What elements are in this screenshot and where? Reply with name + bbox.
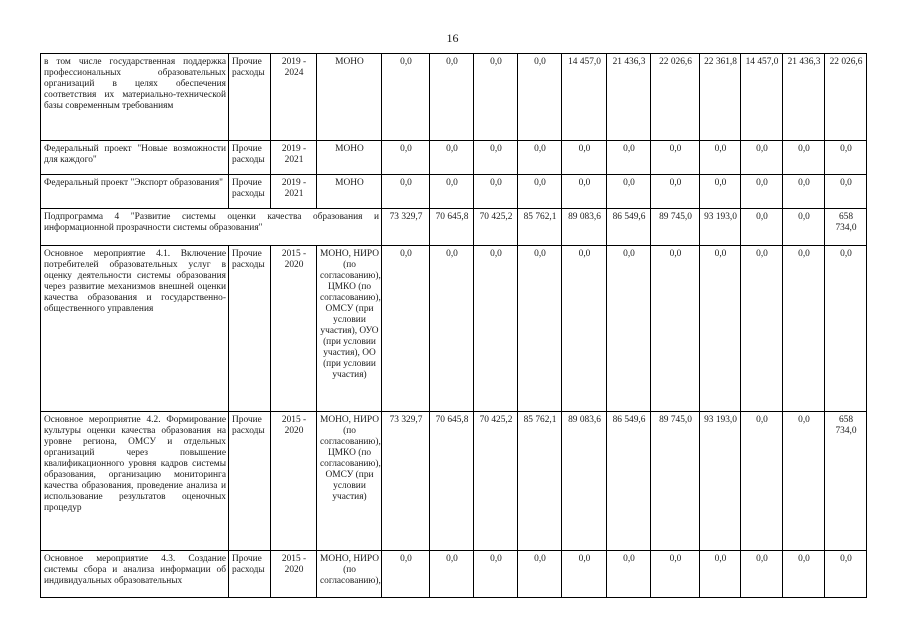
row-expense: Прочие расходы [229, 175, 271, 209]
value-cell: 0,0 [825, 551, 867, 598]
row-expense: Прочие расходы [229, 54, 271, 141]
value-cell: 0,0 [607, 141, 651, 175]
row-executor: МОНО [317, 175, 382, 209]
row-name: в том числе государственная поддержка профессиональных образовательных организаций в целях обеспечения соответствия их материально-технической базы современным требованиям [41, 54, 229, 141]
row-executor: МОНО, НИРО (по согласованию), [317, 551, 382, 598]
value-cell: 0,0 [825, 246, 867, 412]
value-cell: 89 083,6 [562, 209, 607, 246]
value-cell: 0,0 [741, 412, 783, 551]
row-expense: Прочие расходы [229, 246, 271, 412]
table-row [41, 551, 867, 598]
value-cell: 0,0 [783, 412, 825, 551]
row-name: Федеральный проект "Экспорт образования" [41, 175, 229, 209]
budget-table [40, 53, 867, 598]
subprogram-row [41, 209, 867, 246]
page-number: 16 [446, 31, 459, 45]
row-name: Основное мероприятие 4.3. Создание системы сбора и анализа информации об индивидуальных образовательных [41, 551, 229, 598]
value-cell: 0,0 [518, 141, 562, 175]
value-cell: 0,0 [651, 551, 700, 598]
row-name: Основное мероприятие 4.1. Включение потребителей образовательных услуг в оценку деятельности системы образования через развитие механизмов внешней оценки качества образования и государственно-общественного управления [41, 246, 229, 412]
value-cell: 0,0 [430, 141, 474, 175]
value-cell: 0,0 [651, 141, 700, 175]
value-cell: 0,0 [741, 551, 783, 598]
value-cell: 70 425,2 [474, 412, 518, 551]
value-cell: 0,0 [474, 246, 518, 412]
value-cell: 0,0 [518, 551, 562, 598]
row-years: 2015 - 2020 [271, 412, 317, 551]
value-cell: 0,0 [741, 209, 783, 246]
value-cell: 0,0 [783, 246, 825, 412]
value-cell: 70 425,2 [474, 209, 518, 246]
row-years: 2019 - 2021 [271, 141, 317, 175]
value-cell: 86 549,6 [607, 412, 651, 551]
value-cell: 0,0 [607, 246, 651, 412]
value-cell: 22 026,6 [825, 54, 867, 141]
value-cell: 0,0 [651, 246, 700, 412]
value-cell: 0,0 [741, 175, 783, 209]
row-name: Основное мероприятие 4.2. Формирование культуры оценки качества образования на уровне региона, ОМСУ и отдельных организаций через повышение квалификационного уровня кадров системы образования, организацию мониторинга качества образования, проведение анализа и использование результатов оценочных процедур [41, 412, 229, 551]
value-cell: 89 083,6 [562, 412, 607, 551]
value-cell: 0,0 [430, 175, 474, 209]
row-years: 2015 - 2020 [271, 246, 317, 412]
value-cell: 0,0 [783, 141, 825, 175]
row-executor: МОНО, НИРО (по согласованию), ЦМКО (по согласованию), ОМСУ (при условии участия) [317, 412, 382, 551]
value-cell: 0,0 [607, 551, 651, 598]
value-cell: 0,0 [783, 209, 825, 246]
value-cell: 0,0 [518, 175, 562, 209]
value-cell: 0,0 [825, 175, 867, 209]
value-cell: 0,0 [783, 551, 825, 598]
value-cell: 85 762,1 [518, 209, 562, 246]
value-cell: 0,0 [825, 141, 867, 175]
row-executor: МОНО [317, 141, 382, 175]
row-executor: МОНО [317, 54, 382, 141]
value-cell: 0,0 [700, 141, 741, 175]
value-cell: 70 645,8 [430, 412, 474, 551]
value-cell: 0,0 [382, 551, 430, 598]
table-row [41, 175, 867, 209]
value-cell: 86 549,6 [607, 209, 651, 246]
value-cell: 21 436,3 [783, 54, 825, 141]
value-cell: 0,0 [382, 141, 430, 175]
value-cell: 0,0 [518, 54, 562, 141]
value-cell: 89 745,0 [651, 209, 700, 246]
row-years: 2015 - 2020 [271, 551, 317, 598]
value-cell: 0,0 [474, 54, 518, 141]
value-cell: 0,0 [700, 175, 741, 209]
value-cell: 93 193,0 [700, 209, 741, 246]
value-cell: 0,0 [430, 551, 474, 598]
value-cell: 0,0 [783, 175, 825, 209]
value-cell: 0,0 [741, 246, 783, 412]
value-cell: 658 734,0 [825, 209, 867, 246]
table-row [41, 246, 867, 412]
value-cell: 21 436,3 [607, 54, 651, 141]
value-cell: 0,0 [430, 246, 474, 412]
value-cell: 0,0 [562, 246, 607, 412]
row-years: 2019 - 2021 [271, 175, 317, 209]
value-cell: 70 645,8 [430, 209, 474, 246]
value-cell: 0,0 [562, 551, 607, 598]
value-cell: 0,0 [741, 141, 783, 175]
row-executor: МОНО, НИРО (по согласованию), ЦМКО (по согласованию), ОМСУ (при условии участия), ОУО (при условии участия), ОО (при условии участия) [317, 246, 382, 412]
table-row [41, 141, 867, 175]
value-cell: 22 026,6 [651, 54, 700, 141]
subprogram-name: Подпрограмма 4 "Развитие системы оценки качества образования и информационной прозрачности системы образования" [41, 209, 382, 246]
value-cell: 0,0 [651, 175, 700, 209]
value-cell: 0,0 [382, 175, 430, 209]
value-cell: 0,0 [562, 141, 607, 175]
value-cell: 22 361,8 [700, 54, 741, 141]
value-cell: 93 193,0 [700, 412, 741, 551]
row-years: 2019 - 2024 [271, 54, 317, 141]
value-cell: 14 457,0 [741, 54, 783, 141]
row-expense: Прочие расходы [229, 141, 271, 175]
value-cell: 0,0 [382, 54, 430, 141]
value-cell: 0,0 [562, 175, 607, 209]
row-expense: Прочие расходы [229, 551, 271, 598]
table-row [41, 412, 867, 551]
value-cell: 0,0 [474, 551, 518, 598]
value-cell: 14 457,0 [562, 54, 607, 141]
value-cell: 0,0 [474, 141, 518, 175]
value-cell: 0,0 [430, 54, 474, 141]
value-cell: 85 762,1 [518, 412, 562, 551]
table-row [41, 54, 867, 141]
value-cell: 89 745,0 [651, 412, 700, 551]
value-cell: 658 734,0 [825, 412, 867, 551]
value-cell: 0,0 [700, 551, 741, 598]
row-name: Федеральный проект "Новые возможности для каждого" [41, 141, 229, 175]
value-cell: 73 329,7 [382, 209, 430, 246]
value-cell: 0,0 [607, 175, 651, 209]
value-cell: 0,0 [700, 246, 741, 412]
row-expense: Прочие расходы [229, 412, 271, 551]
value-cell: 0,0 [474, 175, 518, 209]
value-cell: 73 329,7 [382, 412, 430, 551]
value-cell: 0,0 [382, 246, 430, 412]
value-cell: 0,0 [518, 246, 562, 412]
